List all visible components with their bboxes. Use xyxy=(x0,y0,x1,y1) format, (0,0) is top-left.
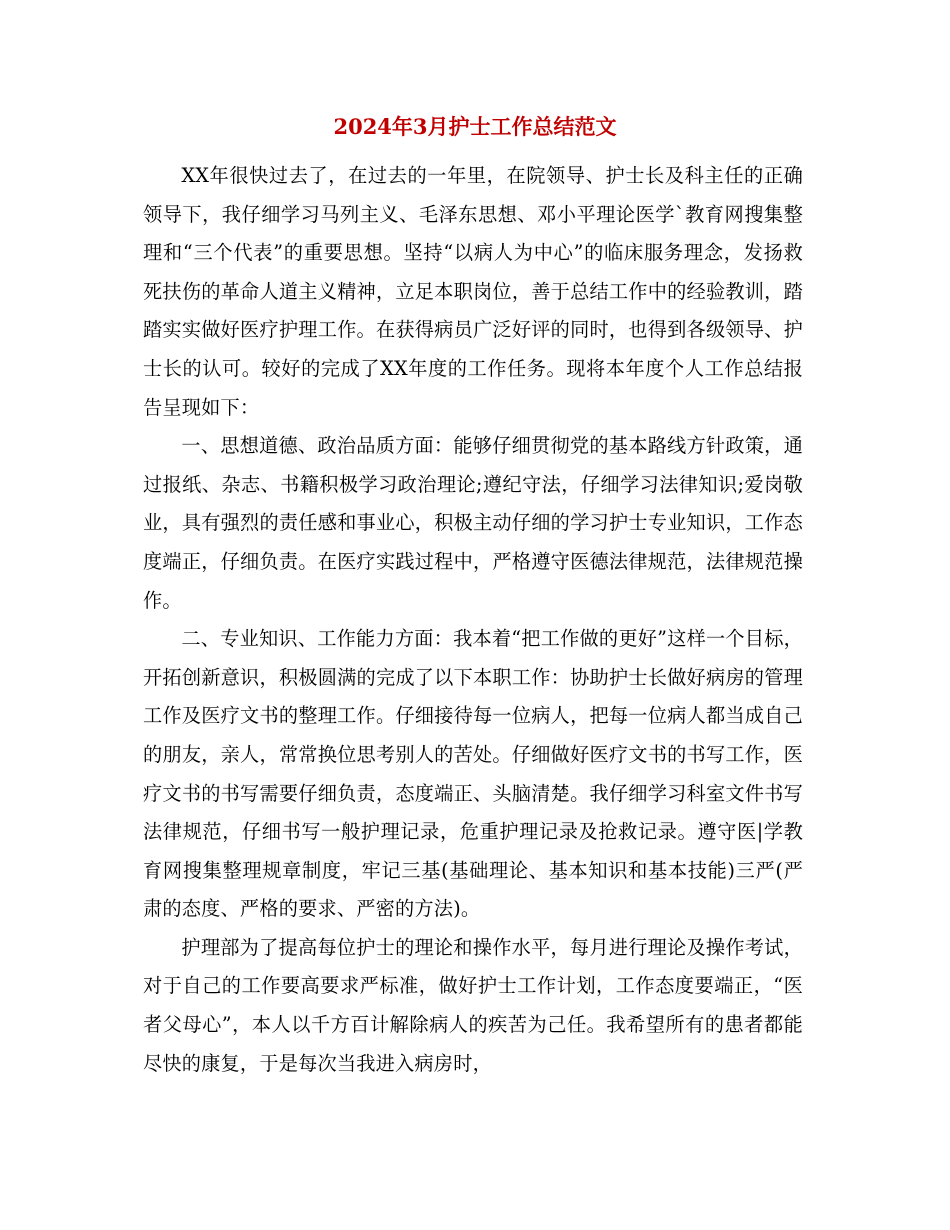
paragraph-intro: XX年很快过去了，在过去的一年里，在院领导、护士长及科主任的正确领导下，我仔细学习马列主义、毛泽东思想、邓小平理论医学`教育网搜集整理和“三个代表”的重要思想。坚持“以病人为中心”的临床服务理念，发扬救死扶伤的革命人道主义精神，立足本职岗位，善于总结工作中的经验教训，踏踏实实做好医疗护理工作。在获得病员广泛好评的同时，也得到各级领导、护士长的认可。较好的完成了XX年度的工作任务。现将本年度个人工作总结报告呈现如下： xyxy=(143,164,803,419)
document-body xyxy=(143,157,803,1083)
paragraph-professional-ability: 二、专业知识、工作能力方面：我本着“把工作做的更好”这样一个目标，开拓创新意识，积极圆满的完成了以下本职工作：协助护士长做好病房的管理工作及医疗文书的整理工作。仔细接待每一位病人，把每一位病人都当成自己的朋友，亲人，常常换位思考别人的苦处。仔细做好医疗文书的书写工作，医疗文书的书写需要仔细负责，态度端正、头脑清楚。我仔细学习科室文件书写法律规范，仔细书写一般护理记录，危重护理记录及抢救记录。遵守医|学教育网搜集整理规章制度，牢记三基(基础理论、基本知识和基本技能)三严(严肃的态度、严格的要求、严密的方法)。 xyxy=(143,627,803,921)
paragraph-ideology-morality: 一、思想道德、政治品质方面：能够仔细贯彻党的基本路线方针政策，通过报纸、杂志、书籍积极学习政治理论;遵纪守法，仔细学习法律知识;爱岗敬业，具有强烈的责任感和事业心，积极主动仔细的学习护士专业知识，工作态度端正，仔细负责。在医疗实践过程中，严格遵守医德法律规范，法律规范操作。 xyxy=(143,434,803,612)
document-title: 2024年3月护士工作总结范文 xyxy=(333,114,617,139)
paragraph-nursing-department: 护理部为了提高每位护士的理论和操作水平，每月进行理论及操作考试，对于自己的工作要高要求严标准，做好护士工作计划，工作态度要端正，“医者父母心”，本人以千方百计解除病人的疾苦为己任。我希望所有的患者都能尽快的康复，于是每次当我进入病房时， xyxy=(143,935,803,1075)
